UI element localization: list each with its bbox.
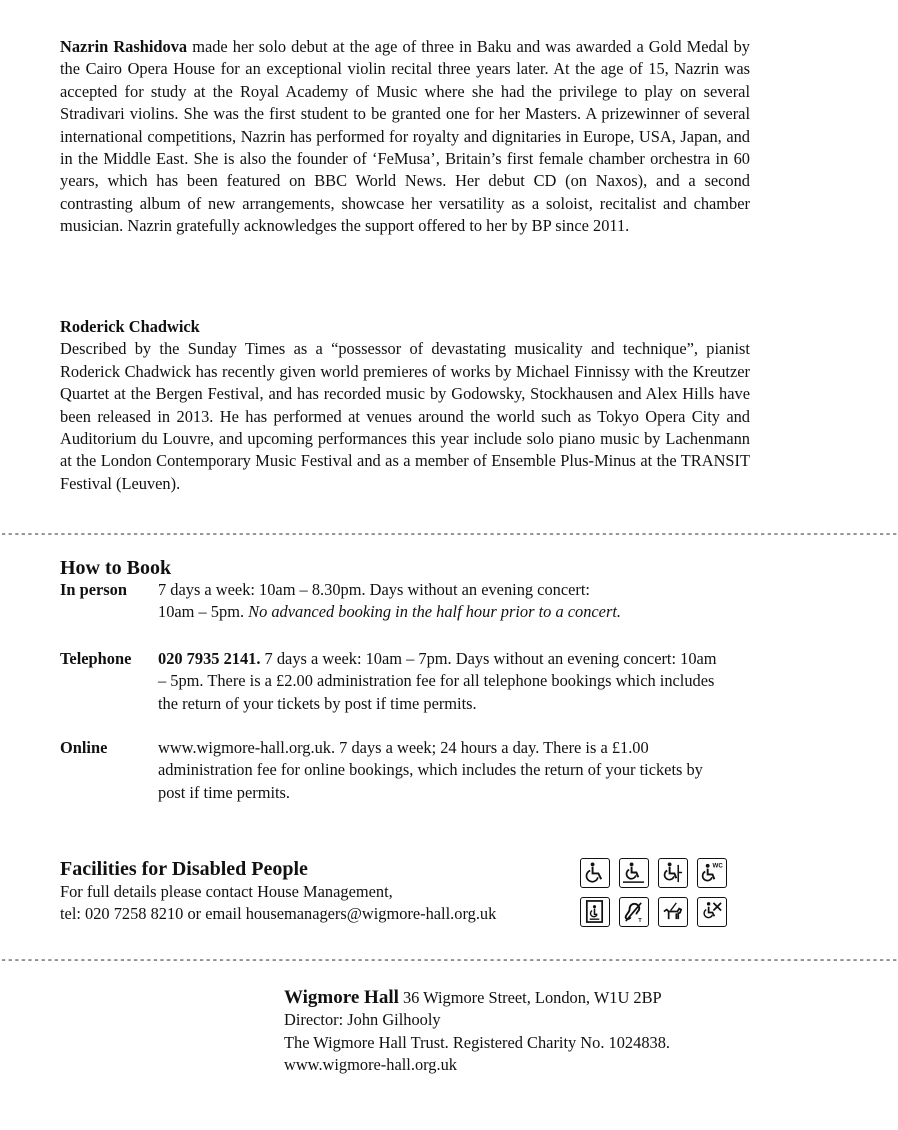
accessible-wc-icon xyxy=(697,858,727,888)
venue-website[interactable]: www.wigmore-hall.org.uk xyxy=(284,1055,457,1075)
venue-address: 36 Wigmore Street, London, W1U 2BP xyxy=(398,988,662,1007)
how-to-book-title: How to Book xyxy=(60,557,172,579)
facilities-line1: For full details please contact House Management, xyxy=(60,882,393,901)
bio-chadwick xyxy=(60,316,750,495)
facilities-contact xyxy=(60,881,496,926)
hearing-loop-icon xyxy=(619,897,649,927)
bio-chadwick-text: Described by the Sunday Times as a “possessor of devastating musicality and technique”, pianist Roderick Chadwick has recently given world premieres of works by Michael Finnissy with the Kreutzer Quartet at the Bergen Festival, and has recorded music by Godowsky, Stockhausen and Alex Hills have been released in 2013. He has performed at venues around the world such as Tokyo Opera City and Auditorium du Louvre, and upcoming performances this year include solo piano music by Lachenmann at the London Contemporary Music Festival and as a member of Ensemble Plus-Minus at the TRANSIT Festival (Leuven). xyxy=(60,339,750,493)
booking-in-person-hours: 10am – 5pm. xyxy=(158,602,249,622)
divider-top: ---------------------------------------------------------------------------------------------------------------------------------------- xyxy=(0,527,898,541)
no-stairs-icon xyxy=(697,897,727,927)
bio-rashidova xyxy=(60,36,750,238)
booking-in-person-line2 xyxy=(158,601,718,623)
divider-bottom: ---------------------------------------------------------------------------------------------------------------------------------------- xyxy=(0,953,898,967)
venue-charity: The Wigmore Hall Trust. Registered Charity No. 1024838. xyxy=(284,1032,671,1052)
wheelchair-seat-icon xyxy=(658,858,688,888)
bio-chadwick-name: Roderick Chadwick xyxy=(60,317,200,336)
svg-text:T: T xyxy=(638,918,642,925)
facilities-title: Facilities for Disabled People xyxy=(60,858,308,880)
booking-telephone-text xyxy=(158,648,718,715)
booking-in-person-label: In person xyxy=(60,580,127,599)
wheelchair-ramp-icon xyxy=(619,858,649,888)
booking-telephone-label: Telephone xyxy=(60,649,132,668)
booking-online-text: www.wigmore-hall.org.uk. 7 days a week; 24 hours a day. There is a £1.00 administration fee for online bookings, which includes the return of your tickets by post if time permits. xyxy=(158,738,703,802)
facilities-line2: tel: 020 7258 8210 or email housemanagers@wigmore-hall.org.uk xyxy=(60,904,497,924)
lift-icon xyxy=(580,897,610,927)
bio-rashidova-name: Nazrin Rashidova xyxy=(60,37,188,56)
booking-online-label: Online xyxy=(60,738,108,757)
booking-in-person-line1: 7 days a week: 10am – 8.30pm. Days without an evening concert: xyxy=(158,580,590,599)
bio-rashidova-text: made her solo debut at the age of three in Baku and was awarded a Gold Medal by the Cairo Opera House for an exceptional violin recital three years later. At the age of 15, Nazrin was accepted for study at the Royal Academy of Music where she had the privilege to play on several Stradivari violins. She was the first student to be granted one for her Masters. A prizewinner of several international competitions, Nazrin has performed for royalty and dignitaries in Europe, USA, Japan, and in the Middle East. She is also the founder of ‘FeMusa’, Britain’s first female chamber orchestra in 60 years, which has been featured on BBC World News. Her debut CD (on Naxos), and a second contrasting album of new arrangements, showcase her versatility as a soloist, recitalist and chamber musician. Nazrin gratefully acknowledges the support offered to her by BP since 2011. xyxy=(60,37,751,236)
wheelchair-icon xyxy=(580,858,610,888)
venue-name: Wigmore Hall xyxy=(284,987,399,1008)
booking-telephone-number: 020 7935 2141. xyxy=(158,649,261,668)
booking-telephone-details: 7 days a week: 10am – 7pm. Days without an evening concert: 10am – 5pm. There is a £2.00 administration fee for all telephone bookings which includes the return of your tickets by post if time permits. xyxy=(158,649,717,713)
booking-in-person-note: No advanced booking in the half hour prior to a concert. xyxy=(248,602,621,622)
venue-director: Director: John Gilhooly xyxy=(284,1010,441,1030)
venue-footer xyxy=(284,987,670,1077)
guide-dog-icon xyxy=(658,897,688,927)
venue-address-line xyxy=(284,987,670,1009)
booking-in-person-text xyxy=(158,579,718,624)
wc-label: WC xyxy=(712,862,723,870)
